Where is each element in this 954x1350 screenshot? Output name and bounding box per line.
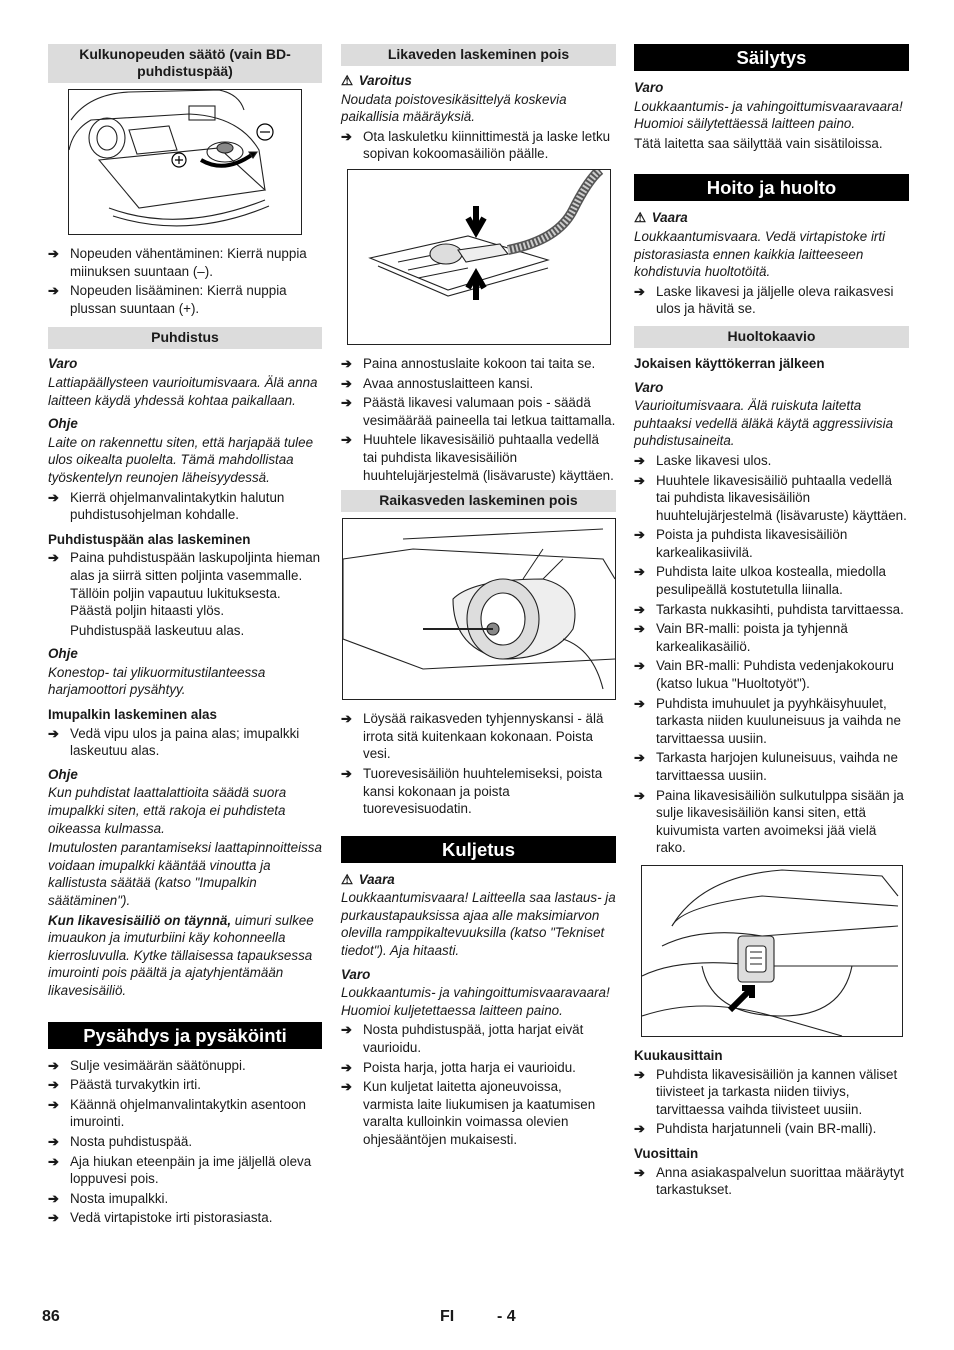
language-code: FI	[440, 1308, 455, 1325]
arrow-up-right-icon	[730, 988, 752, 1010]
caution-text: Loukkaantumis- ja vahingoittumisvaaravaara! Huomioi kuljetettaessa laitteen paino.	[341, 985, 610, 1018]
note-text: Laite on rakennettu siten, että harjapää tulee ulos oikealta puolelta. Tämä mahdollistaa työskentelyn reunojen läheisyydessä.	[48, 434, 314, 485]
arrow-down-icon	[468, 206, 484, 232]
danger-text: Loukkaantumisvaara! Laitteella saa lastaus- ja purkaustapauksissa ajaa alle maksimiarvon olevilla ramppikaltevuuksilla (katso "Tekniset tiedot"). Aja hitaasti.	[341, 890, 616, 959]
list-item: ➔ Tuorevesisäiliön huuhtelemiseksi, poista kansi kokonaan ja poista tuorevesisuodatin.	[341, 765, 616, 818]
column-1	[48, 44, 322, 1229]
fresh-water-cap-illustration	[343, 519, 615, 699]
list-item: ➔ Puhdista likavesisäiliön ja kannen väliset tiivisteet ja tarkasta niiden tiiviys, tarvittaessa vaihda tiivisteet uusiin.	[634, 1066, 909, 1119]
danger-word: Vaara	[651, 210, 688, 226]
note-text: Konestop- tai ylikuormitustilanteessa harjamoottori pysähtyy.	[48, 664, 266, 698]
heading-yearly: Vuosittain	[634, 1145, 699, 1161]
list-stop	[48, 1057, 322, 1227]
list-dirty-2	[341, 355, 616, 484]
list-item: ➔ Laske likavesi ulos.	[634, 452, 909, 470]
list-item: ➔ Vedä vipu ulos ja paina alas; imupalkki laskeutuu alas.	[48, 725, 322, 760]
heading-transport: Kuljetus	[341, 836, 616, 863]
heading-monthly: Kuukausittain	[634, 1047, 723, 1063]
caution-text: Loukkaantumis- ja vahingoittumisvaaravaara! Huomioi säilytettäessä laitteen paino.	[634, 98, 903, 132]
list-transport	[341, 1021, 616, 1148]
list-dirty-1	[341, 128, 616, 163]
arrow-up-icon	[468, 274, 484, 300]
list-item: ➔ Löysää raikasveden tyhjennyskansi - älä irrota sitä kuitenkaan kokonaan. Poista vesi.	[341, 710, 616, 763]
list-item: ➔ Ota laskuletku kiinnittimestä ja laske letku sopivan kokoomasäiliön päälle.	[341, 128, 616, 163]
danger-text: Loukkaantumisvaara. Vedä virtapistoke irti pistorasiasta ennen kaikkia laitteeseen kohdistuvia huoltotöitä.	[634, 228, 886, 280]
list-item: ➔ Paina puhdistuspään laskupoljinta hieman alas ja siirrä sitten poljinta vasemmalle. Tällöin poljin vapautuu lukituksesta. Päästä poljin hitaasti ylös.	[48, 549, 322, 619]
list-item: ➔ Kierrä ohjelmanvalintakytkin halutun puhdistusohjelman kohdalle.	[48, 489, 322, 524]
speed-knob-illustration	[69, 90, 301, 234]
list-item: ➔ Laske likavesi ja jäljelle oleva raikasvesi ulos ja hävitä se.	[634, 283, 909, 318]
list-item: ➔ Päästä turvakytkin irti.	[48, 1076, 322, 1094]
caution-label: Varo	[48, 356, 78, 372]
caution-text: Vaurioitumisvaara. Älä ruiskuta laitetta puhtaaksi vedellä äläkä käytä aggressiivisia puhdistusaineita.	[634, 398, 894, 449]
list-speed	[48, 245, 322, 317]
storage-text: Tätä laitetta saa säilyttää vain sisätiloissa.	[634, 135, 883, 151]
warning-triangle-icon: ⚠	[341, 871, 354, 887]
caution-label: Varo	[341, 966, 371, 982]
danger-word: Vaara	[358, 871, 395, 887]
figure-drain-hose	[347, 169, 611, 345]
figure-speed-knob	[68, 89, 302, 235]
caution-text: Lattiapäällysteen vaurioitumisvaara. Älä anna laitteen käydä yhdessä kohtaa paikallaan.	[48, 374, 318, 408]
heading-stop: Pysähdys ja pysäköinti	[48, 1022, 322, 1049]
note-label: Ohje	[48, 416, 78, 432]
heading-maintenance-plan: Huoltokaavio	[634, 326, 909, 348]
list-item: ➔ Kun kuljetat laitetta ajoneuvoissa, varmista laite liukumisen ja kaatumisen varalta kulloinkin voimassa olevien ohjesääntöjen mukaisesti.	[341, 1078, 616, 1148]
warning-text: Noudata poistovesikäsittelyä koskevia paikallisia määräyksiä.	[341, 91, 567, 125]
note-label: Ohje	[48, 646, 78, 662]
list-item: ➔ Nopeuden lisääminen: Kierrä nuppia plussan suuntaan (+).	[48, 282, 322, 317]
list-item: ➔ Tarkasta harjojen kuluneisuus, vaihda ne tarvittaessa uusiin.	[634, 749, 909, 784]
caution-label: Varo	[634, 80, 664, 95]
list-item: ➔ Tarkasta nukkasihti, puhdista tarvittaessa.	[634, 601, 909, 619]
list-item: ➔ Nosta puhdistuspää, jotta harjat eivät vaurioidu.	[341, 1021, 616, 1056]
caution-label: Varo	[634, 379, 664, 395]
warning-word: Varoitus	[358, 73, 412, 88]
danger-label	[634, 209, 909, 227]
warning-label	[341, 72, 616, 90]
note-label: Ohje	[48, 766, 78, 782]
list-item: ➔ Aja hiukan eteenpäin ja ime jäljellä oleva loppuvesi pois.	[48, 1153, 322, 1188]
list-item: ➔ Käännä ohjelmanvalintakytkin asentoon imurointi.	[48, 1096, 322, 1131]
list-item: ➔ Anna asiakaspalvelun suorittaa määräytyt tarkastukset.	[634, 1164, 909, 1199]
list-item: ➔ Nopeuden vähentäminen: Kierrä nuppia miinuksen suuntaan (–).	[48, 245, 322, 280]
list-fresh	[341, 710, 616, 818]
note-rest: uimuri sulkee imuaukon ja imuturbiini käy kohonneella kierrosluvulla. Kytke tällaisessa tapauksessa imurointi pois päältä ja ajatyhjentämään likavesisäiliö.	[48, 912, 314, 998]
list-item: ➔ Puhdista laite ulkoa kostealla, miedolla pesulipeällä kostutetulla liinalla.	[634, 563, 909, 598]
list-item: ➔ Paina annostuslaite kokoon tai taita se.	[341, 355, 616, 373]
list-item: ➔ Vain BR-malli: Puhdista vedenjakokouru (katso lukua "Huoltotyöt").	[634, 657, 909, 692]
heading-cleaning: Puhdistus	[48, 327, 322, 349]
note-bold: Kun likavesisäiliö on täynnä,	[48, 912, 232, 928]
lower-result: Puhdistuspää laskeutuu alas.	[70, 622, 245, 638]
tank-plug-illustration	[642, 866, 902, 1036]
danger-label	[341, 871, 616, 889]
list-item: ➔ Puhdista imuhuulet ja pyyhkäisyhuulet, tarkasta niiden kuuluneisuus ja vaihda ne tarvittaessa uusiin.	[634, 695, 909, 748]
list-item: ➔ Puhdista harjatunneli (vain BR-malli).	[634, 1120, 909, 1138]
list-item: ➔ Avaa annostuslaitteen kansi.	[341, 375, 616, 393]
list-item: ➔ Nosta puhdistuspää.	[48, 1133, 322, 1151]
list-item: ➔ Vain BR-malli: poista ja tyhjennä karkealikasäiliö.	[634, 620, 909, 655]
list-suction	[48, 725, 322, 760]
heading-suction: Imupalkin laskeminen alas	[48, 707, 217, 723]
list-each-use	[634, 452, 909, 857]
list-monthly	[634, 1066, 909, 1138]
heading-dirty-water: Likaveden laskeminen pois	[341, 44, 616, 66]
figure-tank-plug	[641, 865, 903, 1037]
list-yearly	[634, 1164, 909, 1199]
heading-storage: Säilytys	[634, 44, 909, 71]
list-item: ➔ Nosta imupalkki.	[48, 1190, 322, 1208]
list-item: ➔ Huuhtele likavesisäiliö puhtaalla vedellä tai puhdista likavesisäiliön huuhtelujärjestelmä (lisävaruste) käyttäen.	[341, 431, 616, 484]
note-text	[48, 912, 322, 1000]
list-item: ➔ Poista ja puhdista likavesisäiliön karkealikasiivilä.	[634, 526, 909, 561]
heading-fresh-water: Raikasveden laskeminen pois	[341, 490, 616, 512]
warning-triangle-icon: ⚠	[634, 210, 647, 226]
note-text: Kun puhdistat laattalattioita säädä suora imupalkki siten, että rakoja ei puhdisteta oikeassa kulmassa.	[48, 785, 287, 836]
list-clean	[48, 489, 322, 524]
page-number: 86	[42, 1308, 60, 1325]
sub-page: - 4	[497, 1308, 516, 1325]
warning-triangle-icon: ⚠	[341, 73, 354, 88]
column-2	[341, 44, 616, 1151]
heading-lower-head: Puhdistuspään alas laskeminen	[48, 531, 251, 547]
list-lower	[48, 549, 322, 619]
heading-speed: Kulkunopeuden säätö (vain BD-puhdistuspää)	[48, 44, 322, 83]
heading-care: Hoito ja huolto	[634, 174, 909, 201]
drain-hose-illustration	[348, 170, 610, 344]
column-3	[634, 44, 909, 1201]
note-text: Imutulosten parantamiseksi laattapinnoitteissa voidaan imupalkki kääntää vinoutta ja kallistusta säätää (katso "Imupalkin säätäminen").	[48, 840, 322, 908]
list-item: ➔ Paina likavesisäiliön sulkutulppa sisään ja sulje likavesisäiliön kansi siten, että kuivumista varten avoimeksi jää vielä rako.	[634, 787, 909, 857]
list-care	[634, 283, 909, 318]
list-item: ➔ Vedä virtapistoke irti pistorasiasta.	[48, 1209, 322, 1227]
heading-each-use: Jokaisen käyttökerran jälkeen	[634, 355, 825, 371]
list-item: ➔ Huuhtele likavesisäiliö puhtaalla vedellä tai puhdista likavesisäiliön huuhtelujärjestelmä (lisävaruste) käyttäen.	[634, 472, 909, 525]
list-item: ➔ Sulje vesimäärän säätönuppi.	[48, 1057, 322, 1075]
list-item: ➔ Poista harja, jotta harja ei vaurioidu.	[341, 1059, 616, 1077]
figure-fresh-water-cap	[342, 518, 616, 700]
list-item: ➔ Päästä likavesi valumaan pois - säädä vesimäärää paineella tai letkua taittamalla.	[341, 394, 616, 429]
